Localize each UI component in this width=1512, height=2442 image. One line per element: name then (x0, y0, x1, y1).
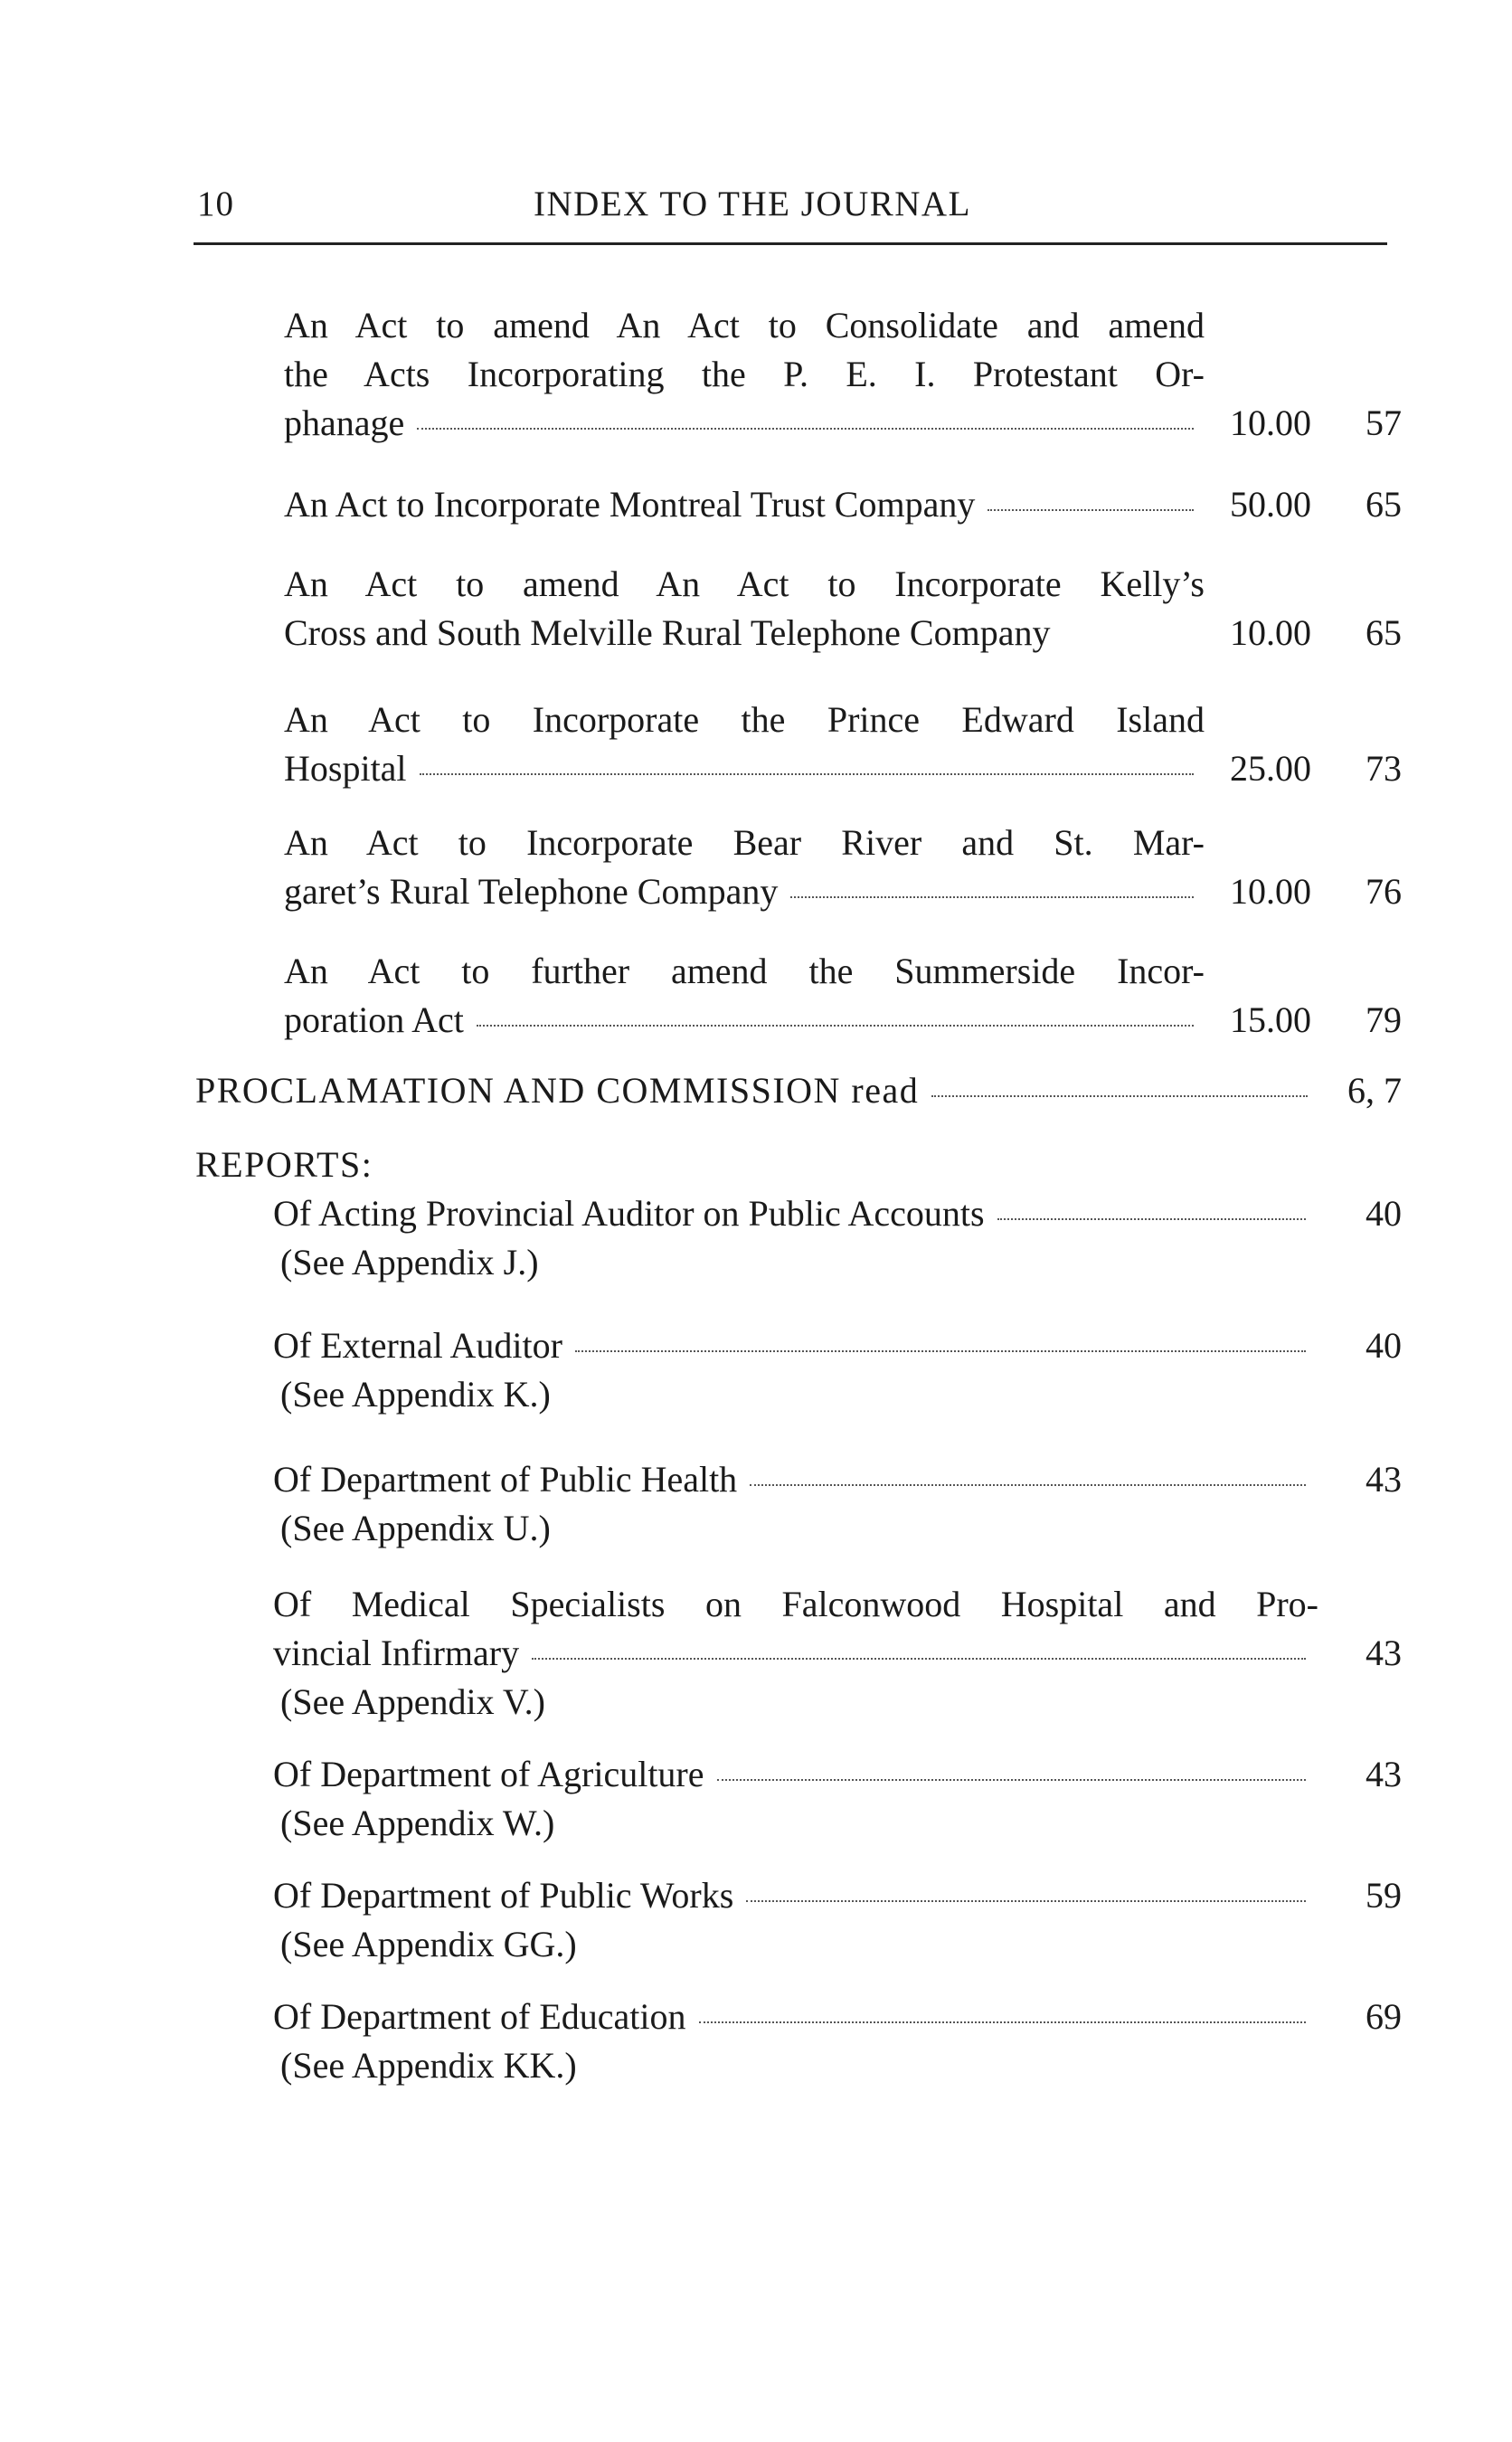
entry-last-line (284, 403, 1206, 443)
act-fee: 15.00 (1230, 999, 1311, 1040)
dot-leader (931, 1095, 1308, 1097)
appendix-reference: (See Appendix U.) (280, 1508, 551, 1548)
journal-page: 65 (1366, 612, 1402, 653)
entry-text: vincial Infirmary (273, 1633, 520, 1673)
proclamation-label: PROCLAMATION AND COMMISSION read (195, 1070, 920, 1111)
entry-line: An Act to Incorporate Bear River and St. Mar- (284, 822, 1205, 863)
journal-page: 43 (1366, 1459, 1402, 1500)
entry-last-line (284, 1000, 1206, 1040)
act-fee: 25.00 (1230, 748, 1311, 789)
journal-page: 73 (1366, 748, 1402, 789)
entry-last-line (273, 1460, 1318, 1500)
header-rule (194, 242, 1387, 245)
dot-leader (420, 773, 1194, 775)
reports-heading: REPORTS: (195, 1144, 373, 1185)
journal-page: 43 (1366, 1633, 1402, 1673)
proclamation-line (195, 1071, 1320, 1111)
appendix-reference: (See Appendix J.) (280, 1242, 539, 1283)
entry-last-line (284, 749, 1206, 789)
entry-line: An Act to further amend the Summerside Incor- (284, 951, 1205, 991)
entry-text: Of Acting Provincial Auditor on Public Accounts (273, 1193, 985, 1234)
journal-page: 79 (1366, 999, 1402, 1040)
entry-text: phanage (284, 402, 405, 443)
entry-last-line (273, 1997, 1318, 2037)
entry-last-line (284, 872, 1206, 912)
appendix-reference: (See Appendix W.) (280, 1803, 555, 1843)
entry-last-line (273, 1194, 1318, 1234)
entry-last-line (273, 1633, 1318, 1673)
dot-leader (988, 509, 1194, 511)
entry-line: the Acts Incorporating the P. E. I. Protestant Or- (284, 354, 1205, 394)
entry-text: Of Department of Public Health (273, 1459, 738, 1500)
entry-last-line (273, 1755, 1318, 1794)
journal-page: 59 (1366, 1875, 1402, 1916)
appendix-reference: (See Appendix K.) (280, 1374, 551, 1415)
journal-page: 69 (1366, 1996, 1402, 2037)
entry-line: Of Medical Specialists on Falconwood Hospital and Pro- (273, 1584, 1318, 1624)
entry-text: garet’s Rural Telephone Company (284, 871, 779, 912)
journal-page: 40 (1366, 1325, 1402, 1366)
entry-line: An Act to amend An Act to Consolidate and amend (284, 305, 1205, 345)
appendix-reference: (See Appendix KK.) (280, 2045, 577, 2086)
entry-last-line (284, 485, 1206, 525)
dot-leader (997, 1218, 1306, 1220)
entry-text: Cross and South Melville Rural Telephone Company (284, 612, 1051, 653)
entry-text: Of Department of Education (273, 1996, 686, 2037)
act-fee: 10.00 (1230, 612, 1311, 653)
entry-text: poration Act (284, 999, 464, 1040)
dot-leader (790, 896, 1194, 898)
journal-page: 43 (1366, 1754, 1402, 1794)
journal-pages: 6, 7 (1347, 1070, 1402, 1111)
entry-text: Of Department of Agriculture (273, 1754, 704, 1794)
act-fee: 10.00 (1230, 402, 1311, 443)
dot-leader (417, 428, 1194, 430)
dot-leader (750, 1484, 1306, 1486)
dot-leader (532, 1658, 1306, 1660)
entry-last-line (273, 1876, 1318, 1916)
journal-page: 65 (1366, 484, 1402, 525)
appendix-reference: (See Appendix GG.) (280, 1924, 577, 1964)
dot-leader (717, 1779, 1306, 1781)
dot-leader (746, 1900, 1306, 1902)
running-title: INDEX TO THE JOURNAL (534, 185, 971, 223)
page-number: 10 (197, 185, 234, 223)
journal-page: 76 (1366, 871, 1402, 912)
entry-line: An Act to amend An Act to Incorporate Kelly’s (284, 563, 1205, 604)
dot-leader (477, 1025, 1194, 1027)
entry-text: Of External Auditor (273, 1325, 562, 1366)
appendix-reference: (See Appendix V.) (280, 1681, 545, 1722)
entry-text: An Act to Incorporate Montreal Trust Company (284, 484, 976, 525)
act-fee: 50.00 (1230, 484, 1311, 525)
act-fee: 10.00 (1230, 871, 1311, 912)
journal-page: 57 (1366, 402, 1402, 443)
journal-page: 40 (1366, 1193, 1402, 1234)
entry-last-line (273, 1326, 1318, 1366)
entry-last-line (284, 613, 1206, 653)
entry-text: Of Department of Public Works (273, 1875, 734, 1916)
dot-leader (699, 2021, 1306, 2023)
entry-line: An Act to Incorporate the Prince Edward Island (284, 699, 1205, 740)
dot-leader (575, 1350, 1306, 1352)
entry-text: Hospital (284, 748, 407, 789)
